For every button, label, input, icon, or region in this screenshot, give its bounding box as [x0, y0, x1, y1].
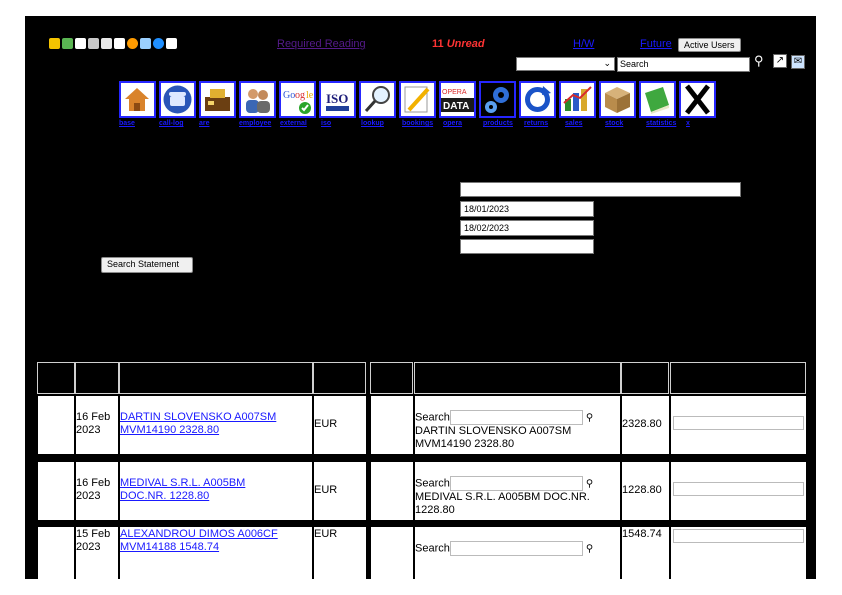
box-icon[interactable] — [599, 81, 636, 118]
svg-text:OPERA: OPERA — [442, 89, 467, 96]
search-icon[interactable]: ⚲ — [585, 412, 594, 424]
row-date-year: 2023 — [76, 424, 101, 436]
row-search-cell — [415, 462, 620, 520]
close-x-icon[interactable] — [679, 81, 716, 118]
row-search-input[interactable] — [450, 476, 583, 491]
row-link-line1[interactable]: DARTIN SLOVENSKO A007SM — [120, 411, 277, 423]
toolbar-label-iso[interactable]: iso — [321, 120, 332, 127]
row-amount: 1548.74 — [622, 527, 669, 579]
face-icon[interactable] — [127, 38, 138, 49]
row-date-year: 2023 — [76, 490, 101, 502]
row-match-cell[interactable] — [371, 527, 413, 579]
filter-select[interactable] — [516, 57, 615, 71]
arrow-icon[interactable] — [75, 38, 86, 49]
cash-register-icon[interactable] — [199, 81, 236, 118]
employees-icon[interactable] — [239, 81, 276, 118]
future-link[interactable]: Future — [640, 38, 672, 50]
svg-text:DATA: DATA — [443, 101, 470, 112]
row-match-cell[interactable] — [371, 462, 413, 520]
toolbar-label-returns[interactable]: returns — [524, 120, 549, 127]
toolbar-label-employee[interactable]: employee — [239, 120, 272, 127]
row-amount: 2328.80 — [622, 396, 669, 454]
row-amount: 1228.80 — [622, 462, 669, 520]
header-cell-date — [75, 362, 119, 394]
header-cell-notes — [670, 362, 806, 394]
row-date — [76, 527, 118, 579]
google-icon[interactable] — [279, 81, 316, 118]
opera-data-icon[interactable] — [439, 81, 476, 118]
toolbar-label-lookup[interactable]: lookup — [361, 120, 384, 127]
header-cell-select — [37, 362, 75, 394]
row-search-cell — [415, 527, 620, 579]
row-notes-input[interactable] — [673, 482, 804, 496]
toolbar-label-stock[interactable]: stock — [605, 120, 624, 127]
window-icon[interactable] — [114, 38, 125, 49]
row-search-cell — [415, 396, 620, 454]
row-description[interactable] — [120, 527, 312, 579]
toolbar-label-call-log[interactable]: call-log — [159, 120, 184, 127]
row-notes-cell — [671, 527, 806, 579]
row-link-line1[interactable]: ALEXANDROU DIMOS A006CF — [120, 528, 278, 540]
row-currency: EUR — [314, 462, 366, 520]
row-search-desc: DARTIN SLOVENSKO A007SM MVM14190 2328.80 — [415, 425, 572, 450]
chart-icon[interactable] — [140, 38, 151, 49]
svg-text:le: le — [306, 90, 314, 101]
grid-icon[interactable] — [101, 38, 112, 49]
svg-text:Go: Go — [283, 90, 296, 101]
date-to-field[interactable]: 18/02/2023 — [460, 220, 594, 236]
header-cell-match — [370, 362, 413, 394]
search-icon[interactable]: ⚲ — [754, 53, 764, 68]
phone-icon[interactable] — [159, 81, 196, 118]
main-toolbar — [119, 81, 716, 118]
row-date — [76, 462, 118, 520]
edit-icon[interactable]: ↗ — [773, 54, 787, 68]
row-notes-cell — [671, 396, 806, 454]
quick-icons — [49, 38, 177, 49]
toolbar-label-statistics[interactable]: statistics — [646, 120, 677, 127]
date-from-field[interactable]: 18/01/2023 — [460, 201, 594, 217]
row-match-cell[interactable] — [371, 396, 413, 454]
unread-count: 11 — [432, 38, 444, 50]
row-search-label: Search — [415, 542, 450, 555]
mail-icon[interactable]: ✉ — [791, 55, 805, 69]
unread-label: Unread — [446, 38, 485, 50]
row-search-input[interactable] — [450, 410, 583, 425]
document-icon[interactable] — [166, 38, 177, 49]
search-input[interactable]: Search — [617, 57, 750, 72]
iso-icon[interactable] — [319, 81, 356, 118]
row-date-day: 15 Feb — [76, 528, 111, 540]
row-select-cell[interactable] — [38, 396, 74, 454]
pencil-icon[interactable] — [399, 81, 436, 118]
row-notes-input[interactable] — [673, 529, 804, 543]
row-link-line2[interactable]: MVM14188 1548.74 — [120, 541, 220, 553]
row-notes-input[interactable] — [673, 416, 804, 430]
header-cell-amount — [621, 362, 669, 394]
row-select-cell[interactable] — [38, 527, 74, 579]
globe-icon[interactable] — [62, 38, 73, 49]
svg-text:ISO: ISO — [326, 91, 349, 106]
row-notes-cell — [671, 462, 806, 520]
books-icon[interactable] — [639, 81, 676, 118]
row-currency: EUR — [314, 527, 366, 579]
toolbar-label-external[interactable]: external — [280, 120, 307, 127]
search-icon[interactable]: ⚲ — [585, 543, 594, 555]
refresh-icon[interactable] — [519, 81, 556, 118]
row-link-line2[interactable]: MVM14190 2328.80 — [120, 424, 220, 436]
toolbar-label-sales[interactable]: sales — [565, 120, 583, 127]
chevron-down-icon: ⌄ — [603, 58, 611, 68]
search-icon[interactable]: ⚲ — [585, 478, 594, 490]
row-search-label: Search — [415, 477, 450, 490]
hw-link[interactable]: H/W — [573, 38, 595, 50]
row-search-label: Search — [415, 411, 450, 424]
reference-field[interactable] — [460, 239, 594, 254]
toolbar-label-x[interactable]: x — [686, 120, 690, 127]
header-cell-description — [119, 362, 313, 394]
account-field[interactable] — [460, 182, 741, 197]
row-select-cell[interactable] — [38, 462, 74, 520]
required-reading-link[interactable]: Required Reading — [277, 38, 366, 50]
header-cell-search — [414, 362, 621, 394]
row-search-desc: MEDIVAL S.R.L. A005BM DOC.NR. 1228.80 — [415, 491, 590, 516]
sales-chart-icon[interactable] — [559, 81, 596, 118]
active-users-button[interactable]: Active Users — [678, 38, 741, 52]
svg-text:og: og — [295, 90, 305, 101]
header-cell-currency — [313, 362, 366, 394]
row-date-day: 16 Feb — [76, 411, 111, 423]
app-window — [25, 16, 816, 579]
row-link-line2[interactable]: DOC.NR. 1228.80 — [120, 490, 210, 502]
row-description[interactable] — [120, 396, 312, 454]
search-statement-button[interactable]: Search Statement — [101, 257, 193, 273]
toolbar-label-base[interactable]: base — [119, 120, 135, 127]
star-icon[interactable] — [49, 38, 60, 49]
row-description[interactable] — [120, 462, 312, 520]
cog-icon[interactable] — [88, 38, 99, 49]
home-icon[interactable] — [119, 81, 156, 118]
planet-icon[interactable] — [153, 38, 164, 49]
toolbar-label-opera[interactable]: opera — [443, 120, 463, 127]
toolbar-label-bookings[interactable]: bookings — [402, 120, 434, 127]
unread-indicator[interactable] — [432, 38, 485, 50]
gears-icon[interactable] — [479, 81, 516, 118]
row-date-day: 16 Feb — [76, 477, 111, 489]
row-date — [76, 396, 118, 454]
magnifier-icon[interactable] — [359, 81, 396, 118]
toolbar-label-are[interactable]: are — [199, 120, 210, 127]
row-search-input[interactable] — [450, 541, 583, 556]
row-link-line1[interactable]: MEDIVAL S.R.L. A005BM — [120, 477, 246, 489]
row-currency: EUR — [314, 396, 366, 454]
row-date-year: 2023 — [76, 541, 101, 553]
toolbar-label-products[interactable]: products — [483, 120, 513, 127]
